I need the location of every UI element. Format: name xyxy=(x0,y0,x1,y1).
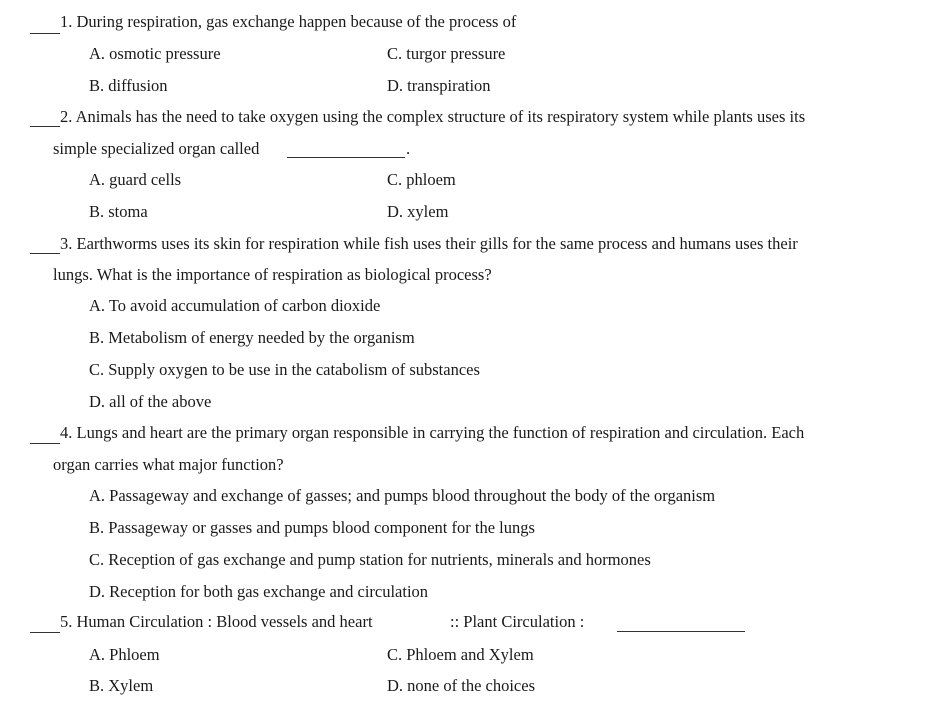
question-5-option-d: D. none of the choices xyxy=(387,676,535,695)
question-5-option-c: C. Phloem and Xylem xyxy=(387,645,534,664)
question-1-option-b: B. diffusion xyxy=(89,76,168,95)
question-1-option-c: C. turgor pressure xyxy=(387,44,506,63)
question-3-option-d: D. all of the above xyxy=(89,392,212,411)
question-1-stem: 1. During respiration, gas exchange happen because of the process of xyxy=(60,12,517,31)
question-2-fill-blank[interactable] xyxy=(287,157,405,158)
question-4-option-c: C. Reception of gas exchange and pump station for nutrients, minerals and hormones xyxy=(89,550,651,569)
question-2-stem-line1: 2. Animals has the need to take oxygen using the complex structure of its respiratory system while plants uses its xyxy=(60,107,806,126)
question-2-stem-line2: simple specialized organ called xyxy=(53,139,260,158)
question-3-option-b: B. Metabolism of energy needed by the organism xyxy=(89,328,415,347)
question-5-stem-right: :: Plant Circulation : xyxy=(450,612,585,631)
question-2-option-b: B. stoma xyxy=(89,202,148,221)
question-2-stem-end: . xyxy=(406,139,411,158)
question-2-option-c: C. phloem xyxy=(387,170,456,189)
question-4-stem-line1: 4. Lungs and heart are the primary organ responsible in carrying the function of respiration and circulation. Each xyxy=(60,423,805,442)
answer-blank-4[interactable] xyxy=(30,443,60,444)
answer-blank-2[interactable] xyxy=(30,126,60,127)
question-1-option-d: D. transpiration xyxy=(387,76,491,95)
question-5-fill-blank[interactable] xyxy=(617,631,745,632)
question-4-stem-line2: organ carries what major function? xyxy=(53,455,284,474)
question-2-option-a: A. guard cells xyxy=(89,170,182,189)
question-3-stem-line1: 3. Earthworms uses its skin for respiration while fish uses their gills for the same process and humans uses their xyxy=(60,234,798,253)
question-5-stem-left: 5. Human Circulation : Blood vessels and heart xyxy=(60,612,373,631)
answer-blank-5[interactable] xyxy=(30,632,60,633)
question-5-option-a: A. Phloem xyxy=(89,645,160,664)
question-4-option-a: A. Passageway and exchange of gasses; and pumps blood throughout the body of the organism xyxy=(89,486,716,505)
answer-blank-3[interactable] xyxy=(30,253,60,254)
question-4-option-b: B. Passageway or gasses and pumps blood component for the lungs xyxy=(89,518,535,537)
question-1-option-a: A. osmotic pressure xyxy=(89,44,221,63)
question-2-option-d: D. xylem xyxy=(387,202,449,221)
question-3-stem-line2: lungs. What is the importance of respiration as biological process? xyxy=(53,265,492,284)
question-3-option-a: A. To avoid accumulation of carbon dioxide xyxy=(89,296,381,315)
question-5-option-b: B. Xylem xyxy=(89,676,154,695)
question-3-option-c: C. Supply oxygen to be use in the catabolism of substances xyxy=(89,360,480,379)
answer-blank-1[interactable] xyxy=(30,33,60,34)
question-4-option-d: D. Reception for both gas exchange and circulation xyxy=(89,582,429,601)
